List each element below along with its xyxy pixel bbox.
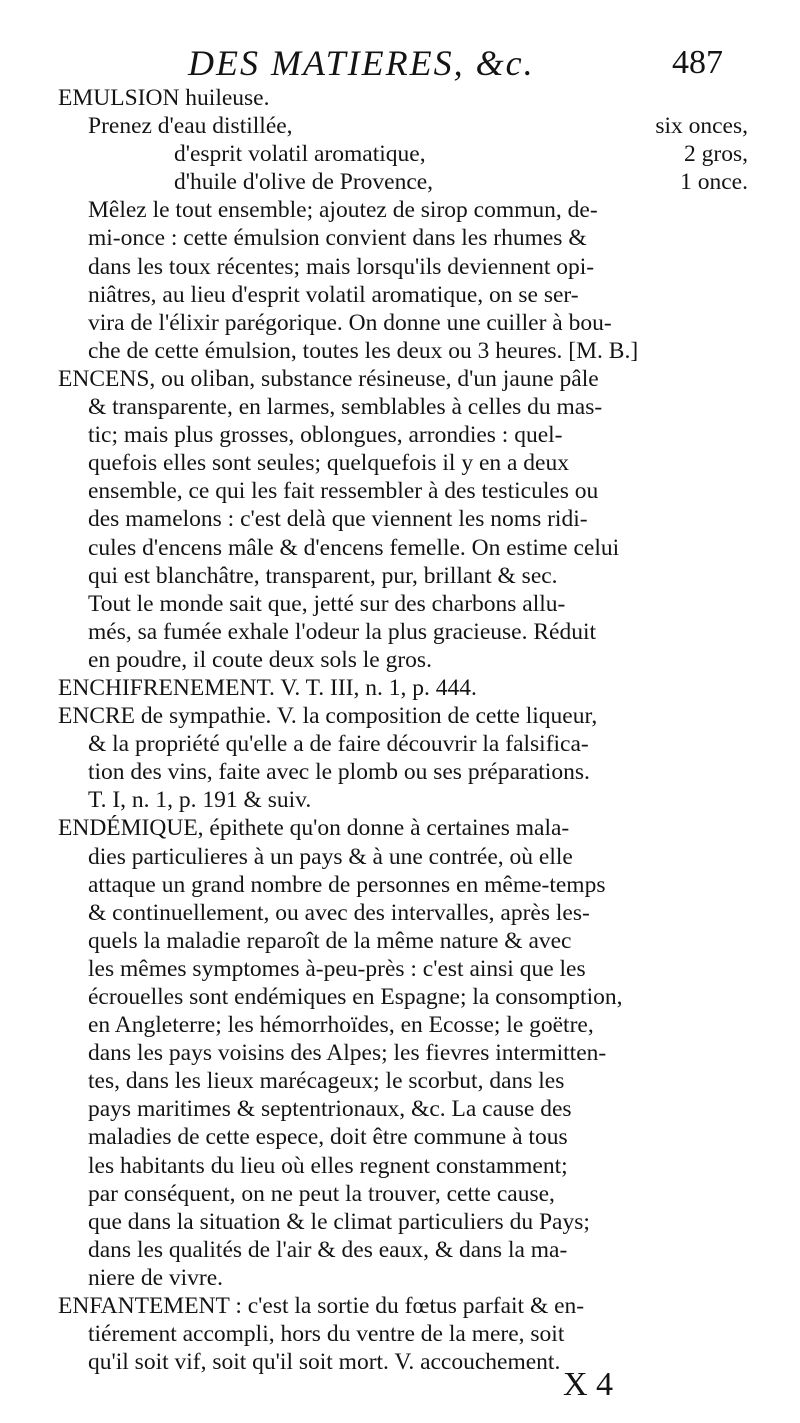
page-body	[58, 84, 748, 1376]
recipe-quantity: 2 gros,	[684, 141, 748, 168]
text-line: dans les qualités de l'air & des eaux, & dans la ma-	[88, 1236, 568, 1263]
text-line: niâtres, au lieu d'esprit volatil aromatique, on se ser-	[88, 281, 579, 308]
entry-head-line: ENFANTEMENT : c'est la sortie du fœtus parfait & en-	[58, 1293, 585, 1320]
text-line: Mêlez le tout ensemble; ajoutez de sirop commun, de-	[88, 197, 598, 224]
entry-emulsion	[58, 84, 748, 365]
text-line: qui est blanchâtre, transparent, pur, brillant & sec.	[88, 562, 558, 589]
entry-head-line: ENDÉMIQUE, épithete qu'on donne à certaines mala-	[58, 815, 570, 842]
text-line: niere de vivre.	[88, 1264, 224, 1291]
text-line: que dans la situation & le climat particuliers du Pays;	[88, 1208, 590, 1235]
text-line: les habitants du lieu où elles regnent constamment;	[88, 1152, 568, 1179]
text-line: & continuellement, ou avec des intervalles, après les-	[88, 899, 590, 926]
text-line: Tout le monde sait que, jetté sur des charbons allu-	[88, 590, 566, 617]
text-line: en poudre, il coute deux sols le gros.	[88, 646, 432, 673]
text-line: qu'il soit vif, soit qu'il soit mort. V. accouchement.	[88, 1349, 561, 1376]
text-line: tes, dans les lieux marécageux; le scorbut, dans les	[88, 1068, 565, 1095]
text-line: pays maritimes & septentrionaux, &c. La cause des	[88, 1096, 572, 1123]
text-line: dans les pays voisins des Alpes; les fievres intermitten-	[88, 1040, 607, 1067]
text-line: quefois elles sont seules; quelquefois il y en a deux	[88, 450, 569, 477]
text-line: tic; mais plus grosses, oblongues, arrondies : quel-	[88, 422, 563, 449]
text-line: T. I, n. 1, p. 191 & suiv.	[88, 787, 312, 814]
recipe-ingredient: d'esprit volatil aromatique,	[174, 141, 426, 168]
text-line: attaque un grand nombre de personnes en même-temps	[88, 871, 606, 898]
text-line: dies particulieres à un pays & à une contrée, où elle	[88, 843, 573, 870]
recipe-line	[58, 112, 748, 140]
text-line: che de cette émulsion, toutes les deux ou 3 heures. [M. B.]	[88, 337, 639, 364]
text-line: & transparente, en larmes, semblables à celles du mas-	[88, 394, 603, 421]
text-line: mi-once : cette émulsion convient dans les rhumes &	[88, 225, 587, 252]
recipe-line	[58, 140, 748, 168]
text-line: les mêmes symptomes à-peu-près : c'est ainsi que les	[88, 955, 586, 982]
recipe-ingredient: Prenez d'eau distillée,	[88, 113, 293, 140]
text-line: més, sa fumée exhale l'odeur la plus gracieuse. Réduit	[88, 618, 597, 645]
text-line: par conséquent, on ne peut la trouver, cette cause,	[88, 1180, 555, 1207]
text-line: tiérement accompli, hors du ventre de la mere, soit	[88, 1321, 565, 1348]
text-line: écrouelles sont endémiques en Espagne; la consomption,	[88, 984, 623, 1010]
entry-endemique	[58, 814, 748, 1292]
text-line: quels la maladie reparoît de la même nature & avec	[88, 927, 572, 954]
text-line: dans les toux récentes; mais lorsqu'ils deviennent opi-	[88, 253, 595, 280]
text-line: maladies de cette espece, doit être commune à tous	[88, 1124, 568, 1151]
entry-enfantement	[58, 1292, 748, 1376]
running-title: DES MATIERES, &c.	[188, 43, 535, 83]
text-line: tion des vins, faite avec le plomb ou ses préparations.	[88, 759, 590, 786]
recipe-line	[58, 168, 748, 196]
text-line: ensemble, ce qui les fait ressembler à des testicules ou	[88, 478, 599, 505]
text-line: & la propriété qu'elle a de faire découvrir la falsifica-	[88, 731, 589, 758]
text-line: cules d'encens mâle & d'encens femelle. On estime celui	[88, 534, 620, 561]
page-number: 487	[672, 44, 723, 81]
signature-mark: X 4	[563, 1366, 614, 1403]
recipe-quantity: six onces,	[655, 113, 748, 140]
text-line: vira de l'élixir parégorique. On donne une cuiller à bou-	[88, 309, 612, 336]
entry-encre	[58, 702, 748, 814]
entry-head-line: ENCENS, ou oliban, substance résineuse, d'un jaune pâle	[58, 365, 599, 392]
entry-encens	[58, 365, 748, 674]
recipe-quantity: 1 once.	[680, 169, 748, 196]
text-line: en Angleterre; les hémorrhoïdes, en Ecosse; le goëtre,	[88, 1012, 594, 1039]
entry-head-line: ENCHIFRENEMENT. V. T. III, n. 1, p. 444.	[58, 674, 477, 701]
entry-head-line: ENCRE de sympathie. V. la composition de cette liqueur,	[58, 703, 598, 730]
entry-enchifrenement	[58, 674, 748, 702]
entry-head-line: EMULSION huileuse.	[58, 85, 270, 111]
text-line: des mamelons : c'est delà que viennent les noms ridi-	[88, 506, 588, 533]
recipe-ingredient: d'huile d'olive de Provence,	[174, 169, 434, 196]
